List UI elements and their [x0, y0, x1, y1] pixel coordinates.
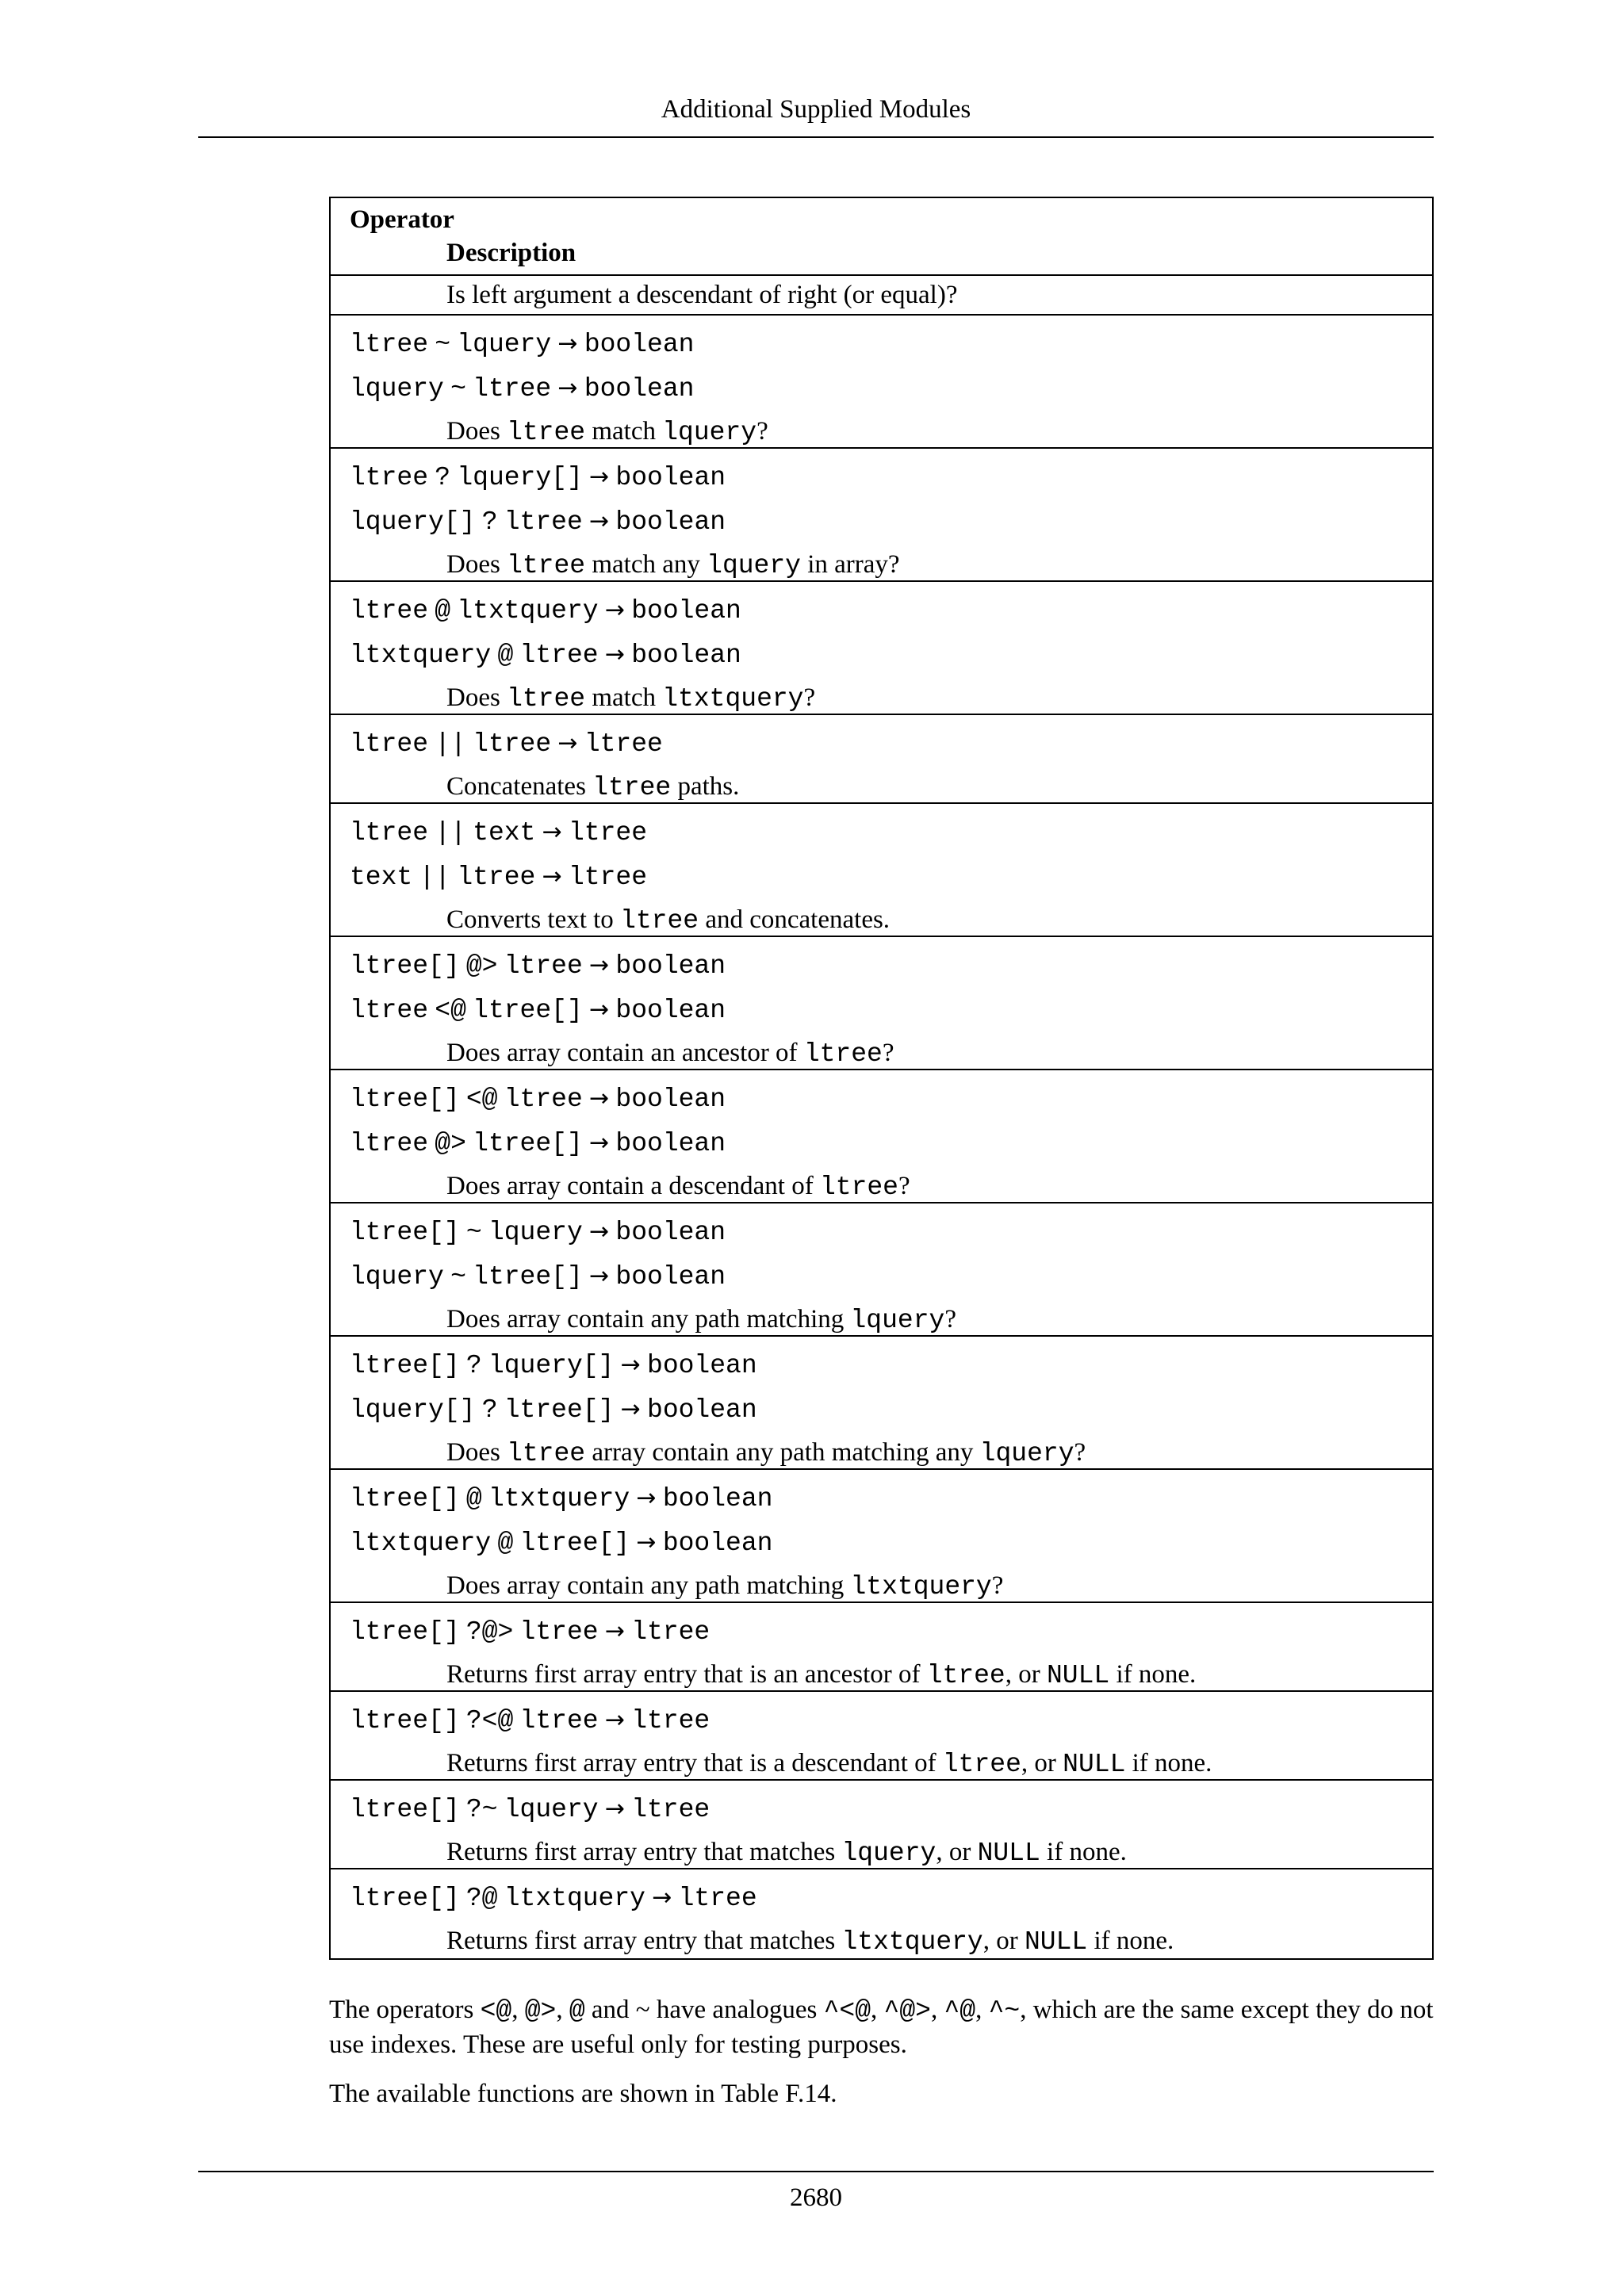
text-run: Returns first array entry that matches: [446, 1927, 842, 1955]
code-term: @: [569, 1996, 585, 2026]
code-term: ^<@: [823, 1996, 871, 2026]
result-arrow-icon: →: [604, 596, 625, 624]
text-run: Returns first array entry that is a descendant of: [446, 1749, 943, 1777]
right-operand-type: ltree: [519, 1617, 599, 1647]
right-operand-type: ltree[]: [504, 1395, 615, 1425]
result-type: boolean: [615, 1262, 726, 1292]
right-operand-type: ltxtquery: [504, 1884, 645, 1913]
left-operand-type: ltxtquery: [350, 641, 492, 670]
header-rule: [198, 136, 1434, 138]
operator-rows: [331, 316, 1432, 1958]
operator-signature: [350, 637, 1432, 682]
operator-row: [331, 937, 1432, 1070]
result-arrow-icon: →: [604, 641, 625, 668]
text-run: , which are the same except they do not use indexes. These are useful only for testing purposes.: [329, 1996, 1434, 2059]
left-operand-type: ltree: [350, 463, 429, 492]
result-arrow-icon: →: [589, 1129, 610, 1157]
operator-description: [446, 1747, 1432, 1781]
column-header-operator: Operator: [350, 205, 454, 234]
operator-description: [446, 1037, 1432, 1070]
right-operand-type: ltree[]: [473, 996, 583, 1025]
code-term: NULL: [1047, 1661, 1110, 1690]
operator-row: [331, 1869, 1432, 1958]
result-arrow-icon: →: [604, 1795, 625, 1823]
right-operand-type: lquery: [457, 330, 552, 359]
left-operand-type: ltree[]: [350, 1218, 460, 1247]
result-type: ltree: [631, 1795, 710, 1824]
operator-signature: [350, 504, 1432, 549]
operator-row: [331, 1692, 1432, 1781]
text-run: Converts text to: [446, 905, 621, 934]
code-term: ltree: [507, 551, 586, 580]
result-type: ltree: [631, 1706, 710, 1735]
text-run: ?: [882, 1039, 894, 1067]
left-operand-type: ltxtquery: [350, 1529, 492, 1558]
text-run: Does array contain any path matching: [446, 1571, 851, 1600]
result-type: boolean: [615, 1129, 726, 1158]
operator-symbol: ?: [465, 1351, 482, 1380]
operator-signature: [350, 815, 1432, 859]
code-term: lquery: [979, 1439, 1074, 1468]
text-run: , or: [982, 1927, 1025, 1955]
code-term: ltree: [803, 1039, 883, 1069]
text-run: in array?: [800, 550, 900, 579]
text-run: , or: [1021, 1749, 1063, 1777]
result-arrow-icon: →: [557, 330, 578, 358]
result-arrow-icon: →: [589, 1218, 610, 1246]
text-run: ?: [1074, 1438, 1086, 1467]
result-arrow-icon: →: [589, 463, 610, 491]
text-run: ?: [898, 1172, 910, 1200]
code-term: ltree: [926, 1661, 1005, 1690]
code-term: ltree: [507, 1439, 586, 1468]
left-operand-type: text: [350, 863, 413, 892]
operator-symbol: ?~: [465, 1795, 498, 1824]
left-operand-type: ltree: [350, 596, 429, 626]
code-term: NULL: [1063, 1750, 1126, 1779]
operator-signature: [350, 1525, 1432, 1570]
result-type: boolean: [615, 951, 726, 981]
right-operand-type: ltree: [504, 507, 583, 537]
text-run: ?: [944, 1305, 956, 1334]
left-operand-type: ltree: [350, 729, 429, 759]
operator-row: [331, 1781, 1432, 1869]
code-term: NULL: [977, 1839, 1040, 1868]
text-run: ?: [756, 417, 768, 446]
page-number: 2680: [790, 2183, 842, 2212]
right-operand-type: lquery[]: [488, 1351, 615, 1380]
text-run: ,: [556, 1996, 569, 2024]
result-type: boolean: [615, 996, 726, 1025]
operator-row: [331, 1203, 1432, 1337]
result-type: boolean: [662, 1529, 773, 1558]
result-arrow-icon: →: [557, 374, 578, 402]
text-run: Concatenates: [446, 772, 593, 801]
code-term: ltree: [942, 1750, 1021, 1779]
operator-row: [331, 316, 1432, 449]
operator-signature: [350, 1792, 1432, 1836]
result-arrow-icon: →: [542, 818, 562, 846]
operator-row: [331, 1070, 1432, 1203]
code-term: <@: [480, 1996, 512, 2026]
result-type: ltree: [631, 1617, 710, 1647]
result-arrow-icon: →: [604, 1617, 625, 1645]
operator-signature: [350, 1126, 1432, 1170]
code-term: ltree: [819, 1173, 898, 1202]
running-header: Additional Supplied Modules: [661, 95, 971, 124]
result-arrow-icon: →: [636, 1529, 657, 1556]
result-type: ltree: [678, 1884, 757, 1913]
result-arrow-icon: →: [589, 507, 610, 535]
left-operand-type: lquery: [350, 1262, 444, 1292]
code-term: ^@: [944, 1996, 976, 2026]
operators-table: [329, 197, 1434, 1960]
text-run: Does array contain an ancestor of: [446, 1039, 804, 1067]
operator-symbol: ||: [435, 818, 466, 848]
continued-description: Is left argument a descendant of right (or equal)?: [446, 281, 958, 309]
operator-symbol: <@: [465, 1085, 498, 1114]
left-operand-type: ltree: [350, 330, 429, 359]
text-run: match: [585, 683, 663, 712]
operator-description: [446, 415, 1432, 449]
code-term: ^@>: [883, 1996, 931, 2026]
right-operand-type: text: [473, 818, 536, 848]
result-type: boolean: [584, 374, 695, 404]
operator-symbol: ?: [481, 507, 498, 537]
result-type: boolean: [631, 596, 741, 626]
text-run: Returns first array entry that is an ancestor of: [446, 1660, 927, 1689]
text-run: Does: [446, 417, 508, 446]
left-operand-type: ltree[]: [350, 1706, 460, 1735]
text-run: if none.: [1040, 1838, 1127, 1866]
operator-symbol: ~: [450, 374, 466, 404]
operator-signature: [350, 1703, 1432, 1747]
operator-symbol: ~: [465, 1218, 482, 1247]
footer-rule: [198, 2171, 1434, 2172]
result-type: boolean: [662, 1484, 773, 1513]
operator-description: [446, 682, 1432, 715]
text-run: ,: [871, 1996, 884, 2024]
result-arrow-icon: →: [589, 996, 610, 1024]
result-type: ltree: [584, 729, 663, 759]
right-operand-type: lquery: [488, 1218, 583, 1247]
code-term: ltree: [620, 906, 699, 936]
code-term: ltxtquery: [662, 684, 804, 714]
operator-row: [331, 582, 1432, 715]
text-run: Does array contain a descendant of: [446, 1172, 820, 1200]
result-arrow-icon: →: [620, 1351, 641, 1379]
result-type: boolean: [584, 330, 695, 359]
operator-symbol: <@: [435, 996, 466, 1025]
operator-description: [446, 771, 1432, 804]
result-arrow-icon: →: [557, 729, 578, 757]
left-operand-type: ltree[]: [350, 1884, 460, 1913]
operator-signature: [350, 1215, 1432, 1259]
operator-description: [446, 1437, 1432, 1470]
result-type: ltree: [569, 818, 648, 848]
right-operand-type: ltree[]: [473, 1262, 583, 1292]
left-operand-type: ltree[]: [350, 1617, 460, 1647]
operator-signature: [350, 460, 1432, 504]
text-run: ?: [803, 683, 816, 712]
text-run: ,: [975, 1996, 989, 2024]
left-operand-type: lquery[]: [350, 1395, 476, 1425]
text-run: Does: [446, 1438, 508, 1467]
text-run: The operators: [329, 1996, 481, 2024]
operator-row: [331, 1603, 1432, 1692]
operator-symbol: @>: [435, 1129, 466, 1158]
code-term: lquery: [707, 551, 801, 580]
left-operand-type: ltree[]: [350, 951, 460, 981]
right-operand-type: ltxtquery: [488, 1484, 630, 1513]
result-type: boolean: [647, 1395, 757, 1425]
operator-signature: [350, 1881, 1432, 1925]
operator-symbol: ?<@: [465, 1706, 514, 1735]
text-run: array contain any path matching any: [585, 1438, 980, 1467]
operator-description: [446, 1836, 1432, 1869]
operator-signature: [350, 859, 1432, 904]
operator-signature: [350, 1481, 1432, 1525]
result-arrow-icon: →: [620, 1395, 641, 1423]
result-arrow-icon: →: [652, 1884, 672, 1911]
result-type: boolean: [615, 1218, 726, 1247]
result-arrow-icon: →: [589, 1085, 610, 1112]
result-type: boolean: [647, 1351, 757, 1380]
operator-symbol: ||: [435, 729, 466, 759]
right-operand-type: ltree: [473, 729, 552, 759]
text-run: Does: [446, 550, 508, 579]
operators-analogues-paragraph: [329, 1993, 1439, 2061]
right-operand-type: ltree[]: [519, 1529, 630, 1558]
result-arrow-icon: →: [589, 951, 610, 979]
result-type: boolean: [631, 641, 741, 670]
left-operand-type: ltree[]: [350, 1795, 460, 1824]
operator-symbol: @>: [465, 951, 498, 981]
result-arrow-icon: →: [542, 863, 562, 890]
right-operand-type: ltree: [519, 641, 599, 670]
operator-signature: [350, 371, 1432, 415]
left-operand-type: ltree: [350, 1129, 429, 1158]
operator-description: [446, 1170, 1432, 1203]
operator-row: [331, 449, 1432, 582]
continued-row: [331, 276, 1432, 316]
result-type: ltree: [569, 863, 648, 892]
code-term: ltree: [592, 773, 672, 802]
right-operand-type: ltree: [504, 951, 583, 981]
right-operand-type: lquery[]: [457, 463, 583, 492]
operator-description: [446, 1925, 1432, 1958]
operator-symbol: ~: [450, 1262, 466, 1292]
result-arrow-icon: →: [604, 1706, 625, 1734]
code-term: NULL: [1024, 1927, 1088, 1957]
right-operand-type: ltree: [519, 1706, 599, 1735]
text-run: ,: [930, 1996, 944, 2024]
operator-description: [446, 1570, 1432, 1603]
operator-signature: [350, 1348, 1432, 1392]
operator-symbol: ?: [481, 1395, 498, 1425]
operator-row: [331, 1337, 1432, 1470]
operator-signature: [350, 948, 1432, 993]
operator-symbol: @: [465, 1484, 482, 1513]
code-term: lquery: [841, 1839, 936, 1868]
result-type: boolean: [615, 507, 726, 537]
operator-signature: [350, 327, 1432, 371]
operator-symbol: ?: [435, 463, 451, 492]
operator-symbol: ?@>: [465, 1617, 514, 1647]
table-header-row: [331, 198, 1432, 276]
result-arrow-icon: →: [636, 1484, 657, 1512]
result-arrow-icon: →: [589, 1262, 610, 1290]
operator-signature: [350, 1392, 1432, 1437]
operator-description: [446, 1303, 1432, 1337]
operator-row: [331, 804, 1432, 937]
operator-symbol: @: [435, 596, 451, 626]
right-operand-type: lquery: [504, 1795, 599, 1824]
result-type: boolean: [615, 1085, 726, 1114]
left-operand-type: ltree: [350, 818, 429, 848]
text-run: and concatenates.: [699, 905, 891, 934]
operator-signature: [350, 1259, 1432, 1303]
left-operand-type: lquery[]: [350, 507, 476, 537]
code-term: ltxtquery: [850, 1572, 992, 1601]
text-run: if none.: [1109, 1660, 1197, 1689]
code-term: ^~: [988, 1996, 1021, 2026]
text-run: ?: [991, 1571, 1004, 1600]
functions-reference-paragraph: The available functions are shown in Table F.14.: [329, 2080, 837, 2108]
operator-signature: [350, 726, 1432, 771]
code-term: ltxtquery: [841, 1927, 983, 1957]
operator-signature: [350, 993, 1432, 1037]
text-run: match: [585, 417, 663, 446]
text-run: if none.: [1087, 1927, 1174, 1955]
result-type: boolean: [615, 463, 726, 492]
text-run: Does array contain any path matching: [446, 1305, 851, 1334]
text-run: ,: [511, 1996, 525, 2024]
text-run: paths.: [671, 772, 740, 801]
text-run: , or: [1005, 1660, 1047, 1689]
operator-row: [331, 715, 1432, 804]
text-run: Returns first array entry that matches: [446, 1838, 842, 1866]
left-operand-type: lquery: [350, 374, 444, 404]
code-term: @>: [524, 1996, 557, 2026]
code-term: ltree: [507, 684, 586, 714]
operator-row: [331, 1470, 1432, 1603]
right-operand-type: ltree: [457, 863, 536, 892]
text-run: if none.: [1125, 1749, 1212, 1777]
operator-symbol: ~: [435, 330, 451, 359]
operator-symbol: @: [497, 1529, 514, 1558]
left-operand-type: ltree: [350, 996, 429, 1025]
code-term: ltree: [507, 418, 586, 447]
operator-signature: [350, 593, 1432, 637]
operator-signature: [350, 1614, 1432, 1659]
text-run: Does: [446, 683, 508, 712]
operator-signature: [350, 1081, 1432, 1126]
operator-description: [446, 549, 1432, 582]
right-operand-type: ltree: [473, 374, 552, 404]
right-operand-type: ltree[]: [473, 1129, 583, 1158]
operator-symbol: ||: [419, 863, 451, 892]
code-term: lquery: [662, 418, 757, 447]
text-run: , or: [936, 1838, 978, 1866]
left-operand-type: ltree[]: [350, 1484, 460, 1513]
text-run: match any: [585, 550, 707, 579]
left-operand-type: ltree[]: [350, 1351, 460, 1380]
left-operand-type: ltree[]: [350, 1085, 460, 1114]
operator-symbol: @: [497, 641, 514, 670]
text-run: and ~ have analogues: [584, 1996, 824, 2024]
code-term: lquery: [850, 1306, 945, 1335]
right-operand-type: ltree: [504, 1085, 583, 1114]
operator-symbol: ?@: [465, 1884, 498, 1913]
operator-description: [446, 1659, 1432, 1692]
right-operand-type: ltxtquery: [457, 596, 599, 626]
operator-description: [446, 904, 1432, 937]
column-header-description: Description: [446, 239, 576, 267]
